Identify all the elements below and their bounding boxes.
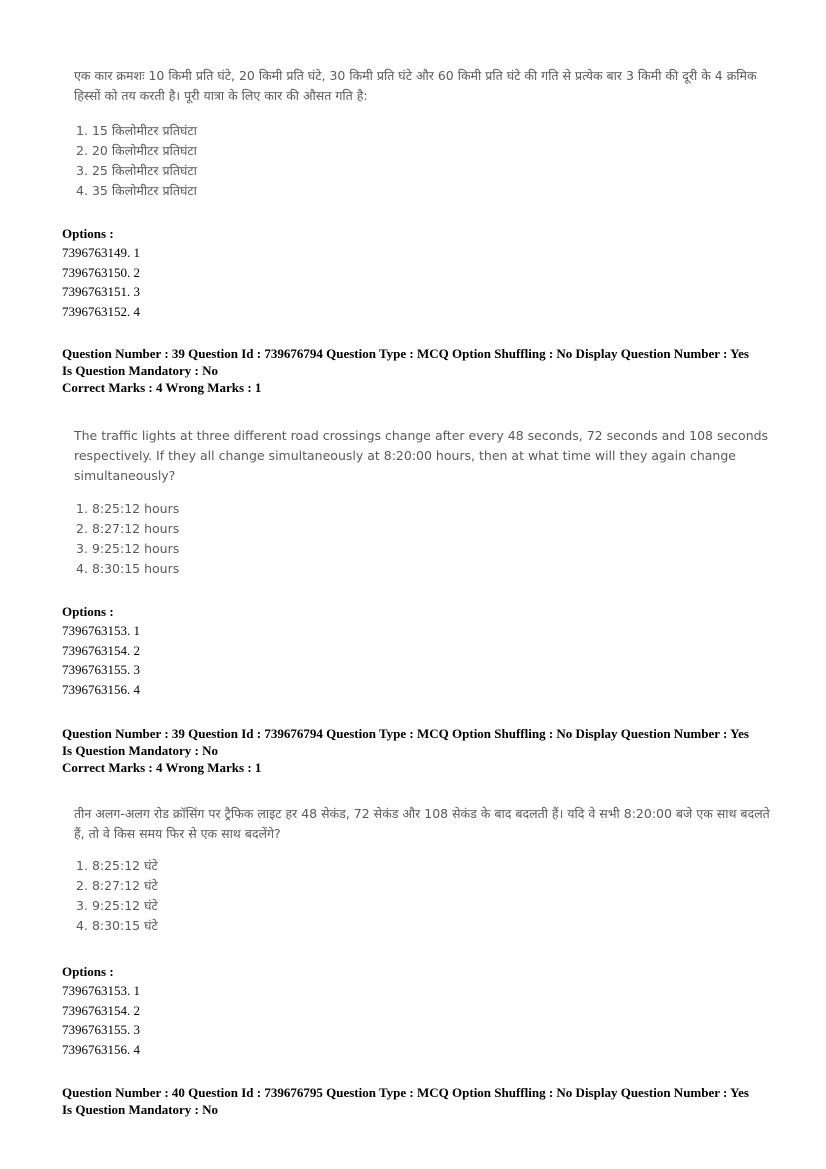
question-meta-line: Question Number : 40 Question Id : 739676795 Question Type : MCQ Option Shuffling : No Display Question Number : Yes — [62, 1085, 749, 1100]
choice-item: 1. 8:25:12 hours — [76, 501, 180, 516]
options-heading: Options : — [62, 226, 114, 241]
question-stem: तीन अलग-अलग रोड क्रॉसिंग पर ट्रैफिक लाइट हर 48 सेकंड, 72 सेकंड और 108 सेकंड के बाद बदलती हैं। यदि वे सभी 8:20:00 बजे एक साथ बदलते हैं, तो वे किस समय फिर से एक साथ बदलेंगे? — [74, 806, 770, 841]
choice-item: 3. 9:25:12 घंटे — [76, 898, 158, 913]
options-list — [62, 224, 140, 322]
option-id: 7396763156. 4 — [62, 1042, 140, 1058]
option-id: 7396763156. 4 — [62, 682, 140, 698]
question-image-traffic-lights-en — [74, 426, 774, 579]
question-stem: The traffic lights at three different road crossings change after every 48 seconds, 72 seconds and 108 seconds respectively. If they all change simultaneously at 8:20:00 hours, then at what time will they again change simultaneously? — [74, 428, 769, 483]
choice-item: 2. 8:27:12 hours — [76, 521, 180, 536]
choice-list — [74, 499, 774, 579]
option-id: 7396763149. 1 — [62, 245, 140, 260]
option-id: 7396763154. 2 — [62, 642, 140, 658]
question-image-traffic-lights-hi — [74, 804, 774, 936]
choice-item: 2. 20 किलोमीटर प्रतिघंटा — [76, 143, 197, 158]
question-meta-line: Question Number : 39 Question Id : 739676794 Question Type : MCQ Option Shuffling : No Display Question Number : Yes — [62, 346, 749, 361]
option-id: 7396763150. 2 — [62, 264, 140, 280]
question-meta-line: Question Number : 39 Question Id : 739676794 Question Type : MCQ Option Shuffling : No Display Question Number : Yes — [62, 726, 749, 741]
question-meta-line: Is Question Mandatory : No — [62, 1102, 219, 1117]
options-list — [62, 962, 140, 1060]
options-heading: Options : — [62, 964, 114, 979]
option-id: 7396763152. 4 — [62, 304, 140, 320]
question-meta-line: Correct Marks : 4 Wrong Marks : 1 — [62, 380, 262, 395]
question-meta-line: Is Question Mandatory : No — [62, 363, 219, 378]
question-meta-line: Is Question Mandatory : No — [62, 743, 219, 758]
option-id: 7396763155. 3 — [62, 1022, 140, 1038]
question-meta — [62, 725, 749, 776]
option-id: 7396763151. 3 — [62, 284, 140, 300]
choice-item: 1. 15 किलोमीटर प्रतिघंटा — [76, 123, 197, 138]
choice-item: 3. 25 किलोमीटर प्रतिघंटा — [76, 163, 197, 178]
choice-item: 4. 8:30:15 hours — [76, 561, 180, 576]
question-meta — [62, 345, 749, 396]
option-id: 7396763155. 3 — [62, 662, 140, 678]
choice-item: 4. 35 किलोमीटर प्रतिघंटा — [76, 183, 197, 198]
choice-item: 3. 9:25:12 hours — [76, 541, 180, 556]
question-meta-line: Correct Marks : 4 Wrong Marks : 1 — [62, 760, 262, 775]
choice-item: 2. 8:27:12 घंटे — [76, 878, 158, 893]
option-id: 7396763154. 2 — [62, 1002, 140, 1018]
choice-list — [74, 121, 774, 201]
choice-item: 1. 8:25:12 घंटे — [76, 858, 158, 873]
options-list — [62, 602, 140, 700]
question-stem: एक कार क्रमशः 10 किमी प्रति घंटे, 20 किमी प्रति घंटे, 30 किमी प्रति घंटे और 60 किमी प्रति घंटे की गति से प्रत्येक बार 3 किमी की दूरी के 4 क्रमिक हिस्सों को तय करती है। पूरी यात्रा के लिए कार की औसत गति है: — [74, 68, 757, 103]
choice-list — [74, 856, 774, 936]
choice-item: 4. 8:30:15 घंटे — [76, 918, 158, 933]
options-heading: Options : — [62, 604, 114, 619]
option-id: 7396763153. 1 — [62, 983, 140, 998]
question-image-average-speed — [74, 66, 774, 201]
question-meta — [62, 1084, 749, 1118]
option-id: 7396763153. 1 — [62, 623, 140, 638]
